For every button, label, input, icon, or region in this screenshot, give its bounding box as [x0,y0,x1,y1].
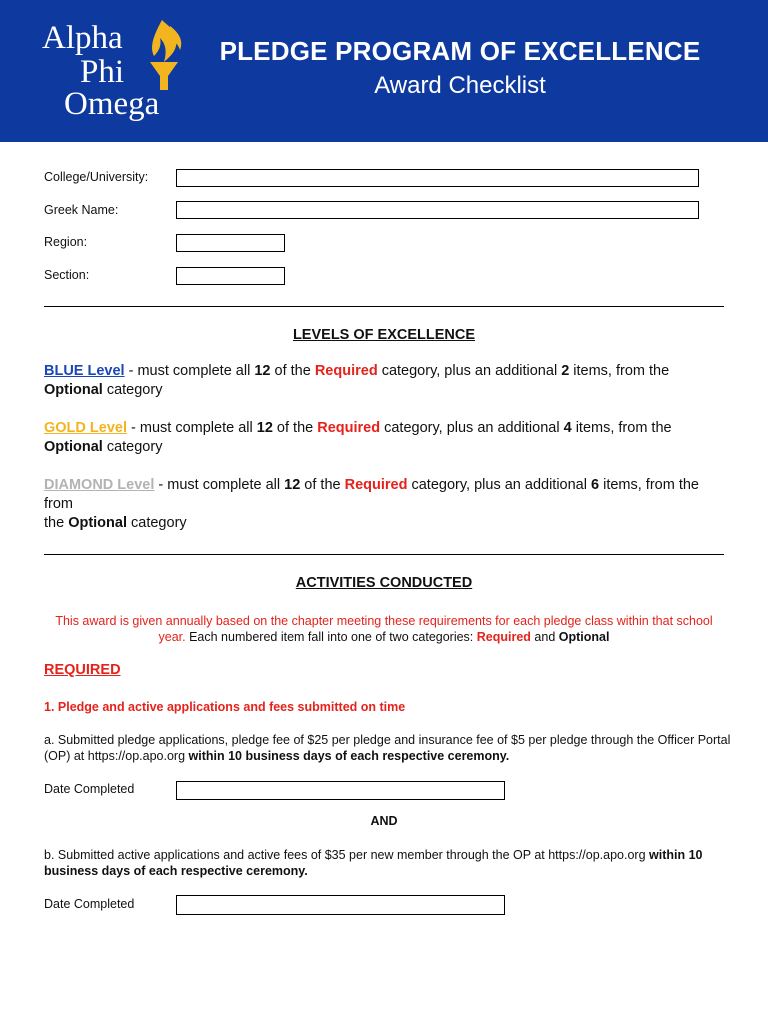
diamond-level-text: DIAMOND Level - must complete all 12 of the Required category, plus an additional 6 items, from the from the Optional category [44,477,699,531]
date-completed-label-b: Date Completed [44,897,135,911]
gold-level-name: GOLD Level [44,420,127,436]
diamond-level-name: DIAMOND Level [44,477,155,493]
college-label: College/University: [44,170,149,184]
region-field[interactable] [176,234,285,252]
logo-word-phi: Phi [80,54,125,90]
item-1-title: 1. Pledge and active applications and fees submitted on time [44,700,406,714]
gold-level-text: GOLD Level - must complete all 12 of the Required category, plus an additional 4 items, from the Optional category [44,420,672,455]
page-subtitle: Award Checklist [374,72,546,99]
item-1b-text: b. Submitted active applications and active fees of $35 per new member through the OP at https://op.apo.org within 10 business days of each respective ceremony. [44,848,703,878]
item-1a-text: a. Submitted pledge applications, pledge fee of $25 per pledge and insurance fee of $5 per pledge through the Officer Portal (OP) at https://op.apo.org within 10 business days of each respective ceremony. [44,733,731,763]
college-field[interactable] [176,169,699,187]
section-label: Section: [44,268,90,282]
date-completed-label-a: Date Completed [44,782,135,796]
alpha-phi-omega-logo [40,18,190,128]
activities-heading: ACTIVITIES CONDUCTED [295,575,473,591]
logo-word-alpha: Alpha [42,20,123,56]
region-label: Region: [44,235,88,249]
section-field[interactable] [176,267,285,285]
greek-name-label: Greek Name: [44,203,119,217]
divider [44,306,724,307]
logo-word-omega: Omega [64,86,160,122]
activities-intro: This award is given annually based on the chapter meeting these requirements for each pledge class within that school year. Each numbered item fall into one of two categories: Required and Optional [55,614,713,644]
date-completed-field-b[interactable] [176,895,505,915]
blue-level-name: BLUE Level [44,363,125,379]
required-heading: REQUIRED [44,662,121,678]
greek-name-field[interactable] [176,201,699,219]
and-separator: AND [370,814,398,828]
blue-level-text: BLUE Level - must complete all 12 of the Required category, plus an additional 2 items, from the Optional category [44,363,670,398]
torch-icon [140,18,186,94]
date-completed-field-a[interactable] [176,781,505,800]
page-title: PLEDGE PROGRAM OF EXCELLENCE [219,36,701,66]
divider [44,554,724,555]
header-banner [0,0,768,142]
levels-heading: LEVELS OF EXCELLENCE [292,327,476,343]
